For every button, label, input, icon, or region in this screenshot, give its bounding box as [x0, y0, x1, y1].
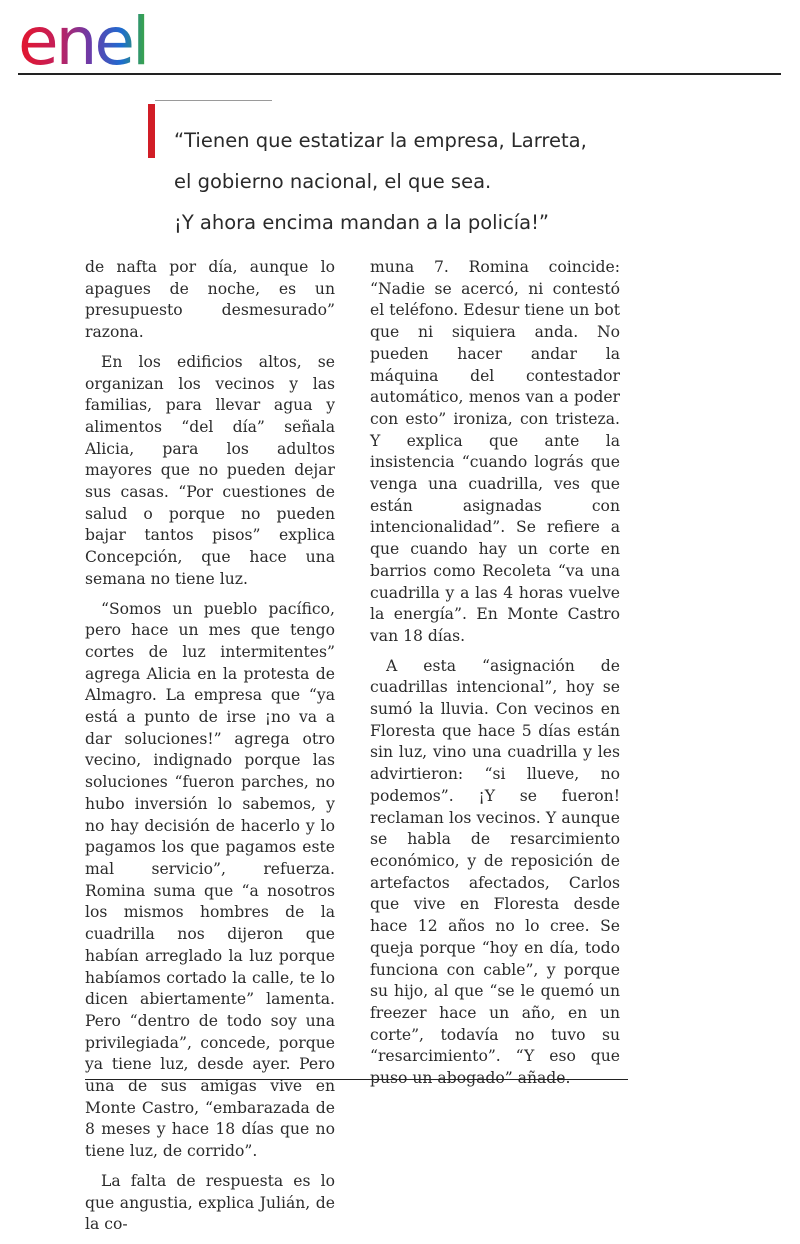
article-paragraph: “Somos un pueblo pacífico, pero hace un mes que tengo cortes de luz intermitentes” agrega Alicia en la protesta de Almagro. La empresa que “ya está a punto de irse ¡no va a dar soluciones!” agrega otro vecino, indignado porque las soluciones “fueron parches, no hubo inversión lo sabemos, y no hay decisión de hacerlo y lo pagamos los que pagamos este mal servicio”, refuerza. Romina suma que “a nosotros los mismos hombres de la cuadrilla nos dijeron que habían arreglado la luz porque habíamos cortado la calle, te lo dicen abiertamente” lamenta. Pero “dentro de todo soy una privilegiada”, concede, porque ya tiene luz, desde ayer. Pero una de sus amigas vive en Monte Castro, “embarazada de 8 meses y hace 18 días que no tiene luz, de corrido”. [85, 599, 335, 1161]
enel-logo [18, 4, 183, 70]
article-paragraph: A esta “asignación de cuadrillas intencional”, hoy se sumó la lluvia. Con vecinos en Floresta que hace 5 días están sin luz, vino una cuadrilla y les advirtieron: “si llueve, no podemos”. ¡Y se fueron! reclaman los vecinos. Y aunque se habla de resarcimiento económico, y de reposición de artefactos afectados, Carlos que vive en Floresta desde hace 12 años no lo cree. Se queja porque “hoy en día, todo funciona con cable”, y porque su hijo, al que “se le quemó un freezer hace un año, en un corte”, todavía no tuvo su “resarcimiento”. “Y eso que puso un abogado” añade. [370, 656, 620, 1088]
article-paragraph: muna 7. Romina coincide: “Nadie se acercó, ni contestó el teléfono. Edesur tiene un bot que ni siquiera anda. No pueden hacer andar la máquina del contestador automático, menos van a poder con esto” ironiza, con tristeza. Y explica que ante la insistencia “cuando lográs que venga una cuadrilla, ves que están asignadas con intencionalidad”. Se refiere a que cuando hay un corte en barrios como Recoleta “va una cuadrilla y a las 4 horas vuelve la energía”. En Monte Castro van 18 días. [370, 258, 620, 645]
article-paragraph: En los edificios altos, se organizan los vecinos y las familias, para llevar agua y alimentos “del día” señala Alicia, para los adultos mayores que no pueden dejar sus casas. “Por cuestiones de salud o porque no pueden bajar tantos pisos” explica Concepción, que hace una semana no tiene luz. [85, 352, 335, 588]
pull-quote-accent-bar [148, 104, 155, 158]
footer-divider [85, 1079, 628, 1080]
pull-quote [148, 98, 708, 248]
pull-quote-line: el gobierno nacional, el que sea. [174, 170, 492, 193]
header-divider [18, 73, 781, 75]
pull-quote-line: “Tienen que estatizar la empresa, Larreta, [174, 129, 587, 152]
pull-quote-text [174, 120, 587, 243]
article-column-right [370, 257, 620, 1098]
article-column-left [85, 257, 335, 1244]
pull-quote-top-rule [155, 100, 272, 101]
article-paragraph: de nafta por día, aunque lo apagues de noche, es un presupuesto desmesurado” razona. [85, 258, 335, 342]
article-paragraph: La falta de respuesta es lo que angustia, explica Julián, de la co- [85, 1171, 335, 1234]
enel-logo-wordmark: enel [18, 4, 148, 70]
pull-quote-line: ¡Y ahora encima mandan a la policía!” [174, 211, 550, 234]
